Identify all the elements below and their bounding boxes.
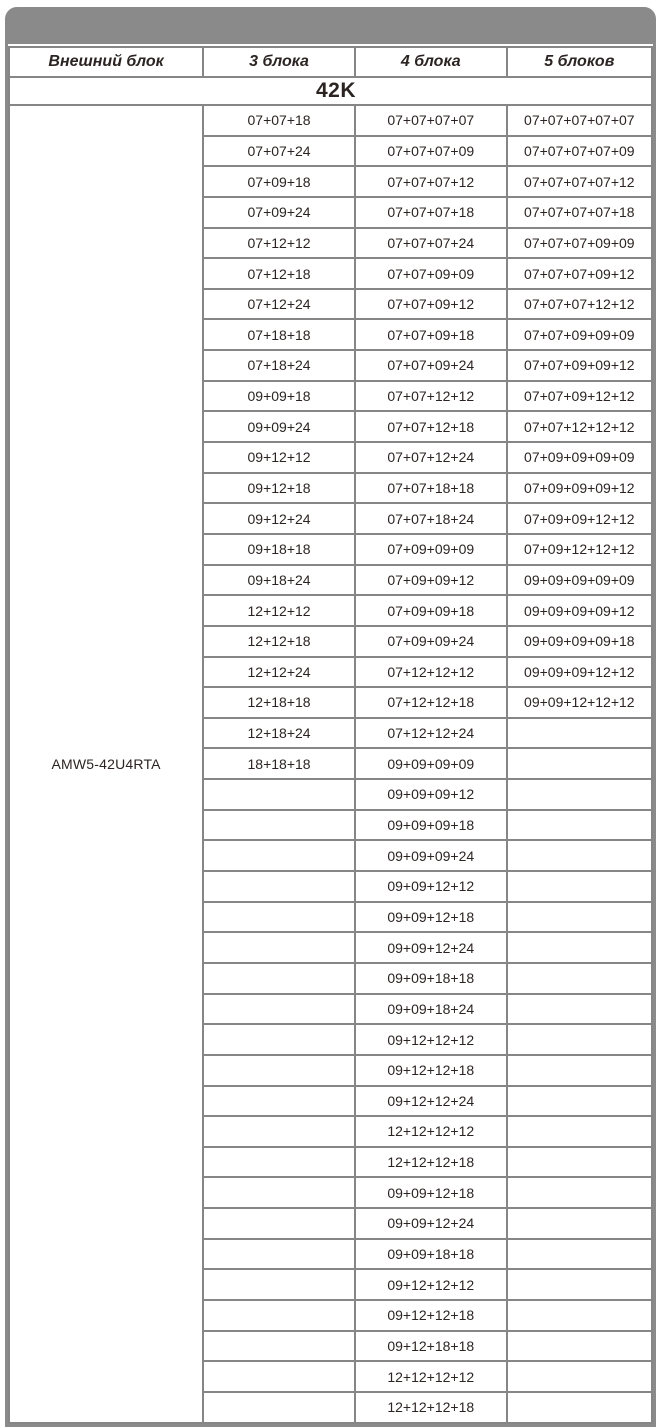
combo-cell-4-units: 07+07+09+24 (355, 350, 507, 381)
combo-cell-3-units: 09+12+12 (203, 442, 355, 473)
combo-cell-3-units (203, 902, 355, 933)
combo-cell-5-units: 07+09+09+09+12 (507, 473, 652, 504)
combo-cell-5-units: 07+07+07+09+09 (507, 228, 652, 259)
combo-cell-4-units: 07+07+07+09 (355, 136, 507, 167)
combo-cell-5-units (507, 1361, 652, 1392)
combo-cell-5-units: 07+09+12+12+12 (507, 534, 652, 565)
combo-cell-5-units: 07+07+07+07+09 (507, 136, 652, 167)
combo-cell-4-units: 07+12+12+24 (355, 718, 507, 749)
section-row (9, 77, 652, 105)
combo-cell-3-units: 18+18+18 (203, 748, 355, 779)
combo-cell-5-units (507, 1116, 652, 1147)
combo-cell-3-units: 07+18+18 (203, 319, 355, 350)
combo-cell-3-units: 12+12+24 (203, 657, 355, 688)
combo-cell-5-units: 09+09+09+09+18 (507, 626, 652, 657)
combo-cell-5-units (507, 1208, 652, 1239)
combo-cell-4-units: 09+09+12+12 (355, 871, 507, 902)
combo-cell-5-units (507, 1269, 652, 1300)
combo-cell-4-units: 09+09+09+12 (355, 779, 507, 810)
combo-cell-4-units: 07+07+18+18 (355, 473, 507, 504)
combo-cell-5-units (507, 963, 652, 994)
combo-cell-3-units (203, 1116, 355, 1147)
column-header-5-units: 5 блоков (507, 47, 652, 77)
outdoor-unit-model: AMW5-42U4RTA (9, 105, 203, 1423)
combo-cell-5-units: 09+09+12+12+12 (507, 687, 652, 718)
combo-cell-3-units (203, 1147, 355, 1178)
combo-cell-3-units (203, 932, 355, 963)
combo-cell-5-units (507, 1086, 652, 1117)
combo-cell-3-units (203, 1055, 355, 1086)
combo-cell-4-units: 07+07+12+18 (355, 411, 507, 442)
combo-cell-3-units: 07+07+24 (203, 136, 355, 167)
combo-cell-3-units (203, 1392, 355, 1423)
combo-cell-3-units: 12+12+18 (203, 626, 355, 657)
combo-cell-4-units: 07+09+09+12 (355, 565, 507, 596)
combo-cell-4-units: 09+09+09+18 (355, 810, 507, 841)
combo-cell-3-units (203, 1361, 355, 1392)
combo-cell-3-units (203, 1024, 355, 1055)
combo-cell-5-units (507, 1055, 652, 1086)
combo-cell-4-units: 07+07+18+24 (355, 503, 507, 534)
combo-cell-5-units: 07+07+09+12+12 (507, 381, 652, 412)
combo-cell-4-units: 07+12+12+18 (355, 687, 507, 718)
combo-cell-5-units (507, 994, 652, 1025)
combo-cell-3-units (203, 1208, 355, 1239)
combo-cell-5-units: 09+09+09+09+09 (507, 565, 652, 596)
combo-cell-3-units: 09+09+18 (203, 381, 355, 412)
combo-cell-4-units: 07+07+07+07 (355, 105, 507, 136)
combo-cell-5-units: 07+07+07+09+12 (507, 258, 652, 289)
combo-cell-5-units: 07+07+07+07+07 (507, 105, 652, 136)
combo-cell-4-units: 12+12+12+18 (355, 1392, 507, 1423)
combo-cell-3-units: 07+07+18 (203, 105, 355, 136)
table-row (9, 105, 652, 136)
combo-cell-3-units (203, 1086, 355, 1117)
combo-cell-5-units (507, 1177, 652, 1208)
combo-cell-4-units: 09+12+12+12 (355, 1024, 507, 1055)
combo-cell-3-units: 09+18+18 (203, 534, 355, 565)
combo-cell-5-units (507, 1239, 652, 1270)
combo-cell-3-units: 09+18+24 (203, 565, 355, 596)
combo-cell-3-units (203, 994, 355, 1025)
combo-cell-4-units: 07+07+09+18 (355, 319, 507, 350)
combo-cell-4-units: 07+07+09+12 (355, 289, 507, 320)
combo-cell-5-units (507, 779, 652, 810)
combo-cell-3-units (203, 871, 355, 902)
combo-cell-4-units: 09+09+12+24 (355, 1208, 507, 1239)
combo-cell-5-units: 07+07+07+07+12 (507, 166, 652, 197)
combination-table (8, 46, 653, 1424)
combo-cell-5-units (507, 902, 652, 933)
combo-cell-4-units: 07+07+07+24 (355, 228, 507, 259)
table-top-bar (8, 7, 653, 44)
combo-cell-3-units (203, 810, 355, 841)
combo-cell-3-units (203, 1269, 355, 1300)
column-header-outdoor-unit: Внешний блок (9, 47, 203, 77)
combo-rows (9, 77, 652, 1423)
combo-cell-4-units: 07+09+09+24 (355, 626, 507, 657)
combo-cell-4-units: 12+12+12+12 (355, 1116, 507, 1147)
combo-cell-3-units (203, 1177, 355, 1208)
combo-cell-4-units: 09+09+12+18 (355, 902, 507, 933)
section-label: 42K (9, 77, 652, 105)
combo-cell-4-units: 07+07+12+24 (355, 442, 507, 473)
combo-cell-5-units: 07+07+09+09+12 (507, 350, 652, 381)
combo-cell-5-units: 07+07+07+12+12 (507, 289, 652, 320)
combo-cell-5-units (507, 1392, 652, 1423)
combo-cell-4-units: 09+09+09+24 (355, 840, 507, 871)
combo-cell-5-units (507, 932, 652, 963)
combo-cell-4-units: 07+07+07+18 (355, 197, 507, 228)
combo-cell-4-units: 07+09+09+18 (355, 595, 507, 626)
combo-cell-3-units: 07+12+12 (203, 228, 355, 259)
combo-cell-4-units: 12+12+12+12 (355, 1361, 507, 1392)
combo-cell-3-units: 12+18+24 (203, 718, 355, 749)
combo-cell-5-units (507, 810, 652, 841)
combo-cell-3-units: 07+18+24 (203, 350, 355, 381)
combo-cell-3-units (203, 963, 355, 994)
combo-cell-3-units (203, 1331, 355, 1362)
combo-cell-3-units (203, 1300, 355, 1331)
combo-cell-5-units: 09+09+09+09+12 (507, 595, 652, 626)
combo-cell-4-units: 12+12+12+18 (355, 1147, 507, 1178)
combo-cell-3-units: 07+09+18 (203, 166, 355, 197)
combo-cell-3-units: 07+12+24 (203, 289, 355, 320)
combo-cell-5-units: 07+07+12+12+12 (507, 411, 652, 442)
header-row (9, 47, 652, 77)
combo-cell-3-units (203, 840, 355, 871)
combo-cell-4-units: 09+09+12+18 (355, 1177, 507, 1208)
combo-cell-3-units: 09+12+18 (203, 473, 355, 504)
combo-cell-4-units: 07+07+12+12 (355, 381, 507, 412)
combo-cell-3-units: 07+09+24 (203, 197, 355, 228)
combination-table-panel (5, 7, 656, 1427)
combo-cell-4-units: 07+07+09+09 (355, 258, 507, 289)
combo-cell-4-units: 07+09+09+09 (355, 534, 507, 565)
combo-cell-5-units (507, 748, 652, 779)
combo-cell-5-units (507, 1300, 652, 1331)
combo-cell-3-units: 12+18+18 (203, 687, 355, 718)
combo-cell-5-units (507, 871, 652, 902)
combo-cell-5-units (507, 840, 652, 871)
combo-cell-4-units: 09+09+18+18 (355, 1239, 507, 1270)
combo-cell-5-units (507, 1331, 652, 1362)
combo-cell-5-units (507, 1147, 652, 1178)
combo-cell-3-units: 07+12+18 (203, 258, 355, 289)
combo-cell-4-units: 09+12+12+18 (355, 1055, 507, 1086)
combo-cell-3-units: 09+12+24 (203, 503, 355, 534)
column-header-3-units: 3 блока (203, 47, 355, 77)
combo-cell-5-units (507, 1024, 652, 1055)
combo-cell-4-units: 07+12+12+12 (355, 657, 507, 688)
combo-cell-3-units: 09+09+24 (203, 411, 355, 442)
combo-cell-5-units: 07+09+09+12+12 (507, 503, 652, 534)
combo-cell-4-units: 09+09+09+09 (355, 748, 507, 779)
combo-cell-3-units (203, 1239, 355, 1270)
combo-cell-4-units: 07+07+07+12 (355, 166, 507, 197)
combo-cell-4-units: 09+09+18+24 (355, 994, 507, 1025)
combo-cell-5-units: 07+07+07+07+18 (507, 197, 652, 228)
combo-cell-5-units: 07+09+09+09+09 (507, 442, 652, 473)
combo-cell-4-units: 09+09+18+18 (355, 963, 507, 994)
column-header-4-units: 4 блока (355, 47, 507, 77)
combo-cell-4-units: 09+12+12+12 (355, 1269, 507, 1300)
combo-cell-5-units: 09+09+09+12+12 (507, 657, 652, 688)
combo-cell-4-units: 09+12+12+18 (355, 1300, 507, 1331)
combo-cell-4-units: 09+09+12+24 (355, 932, 507, 963)
combo-cell-4-units: 09+12+18+18 (355, 1331, 507, 1362)
combo-cell-5-units (507, 718, 652, 749)
combo-cell-3-units: 12+12+12 (203, 595, 355, 626)
combo-cell-3-units (203, 779, 355, 810)
combo-cell-5-units: 07+07+09+09+09 (507, 319, 652, 350)
combo-cell-4-units: 09+12+12+24 (355, 1086, 507, 1117)
